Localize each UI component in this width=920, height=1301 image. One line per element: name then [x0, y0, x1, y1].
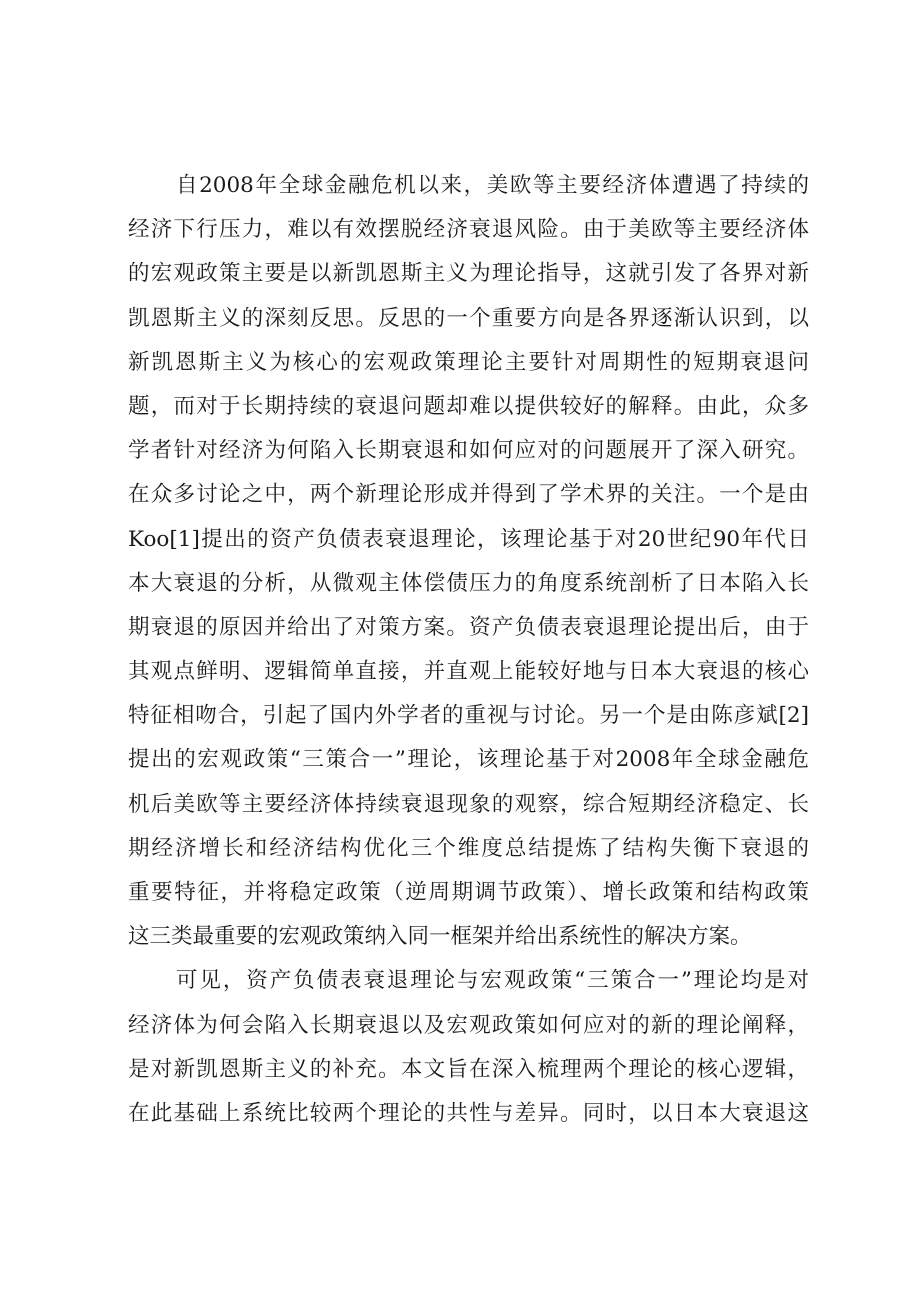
text-line: 在众多讨论之中，两个新理论形成并得到了学术界的关注。一个是由 — [128, 482, 809, 508]
paragraph-2 — [128, 959, 809, 1136]
text-line: 学者针对经济为何陷入长期衰退和如何应对的问题展开了深入研究。 — [128, 438, 809, 464]
text-line: 提出的宏观政策“三策合一”理论，该理论基于对2008年全球金融危 — [128, 747, 809, 773]
text-line: 本大衰退的分析，从微观主体偿债压力的角度系统剖析了日本陷入长 — [128, 570, 809, 596]
text-line: 凯恩斯主义的深刻反思。反思的一个重要方向是各界逐渐认识到，以 — [128, 305, 809, 331]
text-line: 的宏观政策主要是以新凯恩斯主义为理论指导，这就引发了各界对新 — [128, 261, 809, 287]
text-line: 新凯恩斯主义为核心的宏观政策理论主要针对周期性的短期衰退问 — [128, 349, 809, 375]
text-line: 是对新凯恩斯主义的补充。本文旨在深入梳理两个理论的核心逻辑， — [128, 1056, 809, 1082]
text-line: 题，而对于长期持续的衰退问题却难以提供较好的解释。由此，众多 — [128, 393, 809, 419]
body-text — [128, 164, 809, 1136]
text-line: 经济体为何会陷入长期衰退以及宏观政策如何应对的新的理论阐释， — [128, 1012, 809, 1038]
text-line: 经济下行压力，难以有效摆脱经济衰退风险。由于美欧等主要经济体 — [128, 217, 809, 243]
paragraph-1 — [128, 164, 809, 959]
text-line: 机后美欧等主要经济体持续衰退现象的观察，综合短期经济稳定、长 — [128, 791, 809, 817]
text-line: Koo[1]提出的资产负债表衰退理论，该理论基于对20世纪90年代日 — [128, 526, 809, 552]
text-line: 可见，资产负债表衰退理论与宏观政策“三策合一”理论均是对 — [176, 968, 809, 994]
text-line: 在此基础上系统比较两个理论的共性与差异。同时，以日本大衰退这 — [128, 1100, 809, 1126]
text-line: 自2008年全球金融危机以来，美欧等主要经济体遭遇了持续的 — [176, 173, 809, 198]
text-line: 这三类最重要的宏观政策纳入同一框架并给出系统性的解决方案。 — [128, 924, 752, 950]
text-line: 特征相吻合，引起了国内外学者的重视与讨论。另一个是由陈彦斌[2] — [128, 703, 809, 729]
text-line: 期衰退的原因并给出了对策方案。资产负债表衰退理论提出后，由于 — [128, 614, 809, 640]
text-line: 重要特征，并将稳定政策（逆周期调节政策）、增长政策和结构政策 — [128, 880, 809, 905]
text-line: 其观点鲜明、逻辑简单直接，并直观上能较好地与日本大衰退的核心 — [128, 659, 809, 685]
text-line: 期经济增长和经济结构优化三个维度总结提炼了结构失衡下衰退的 — [128, 835, 809, 861]
